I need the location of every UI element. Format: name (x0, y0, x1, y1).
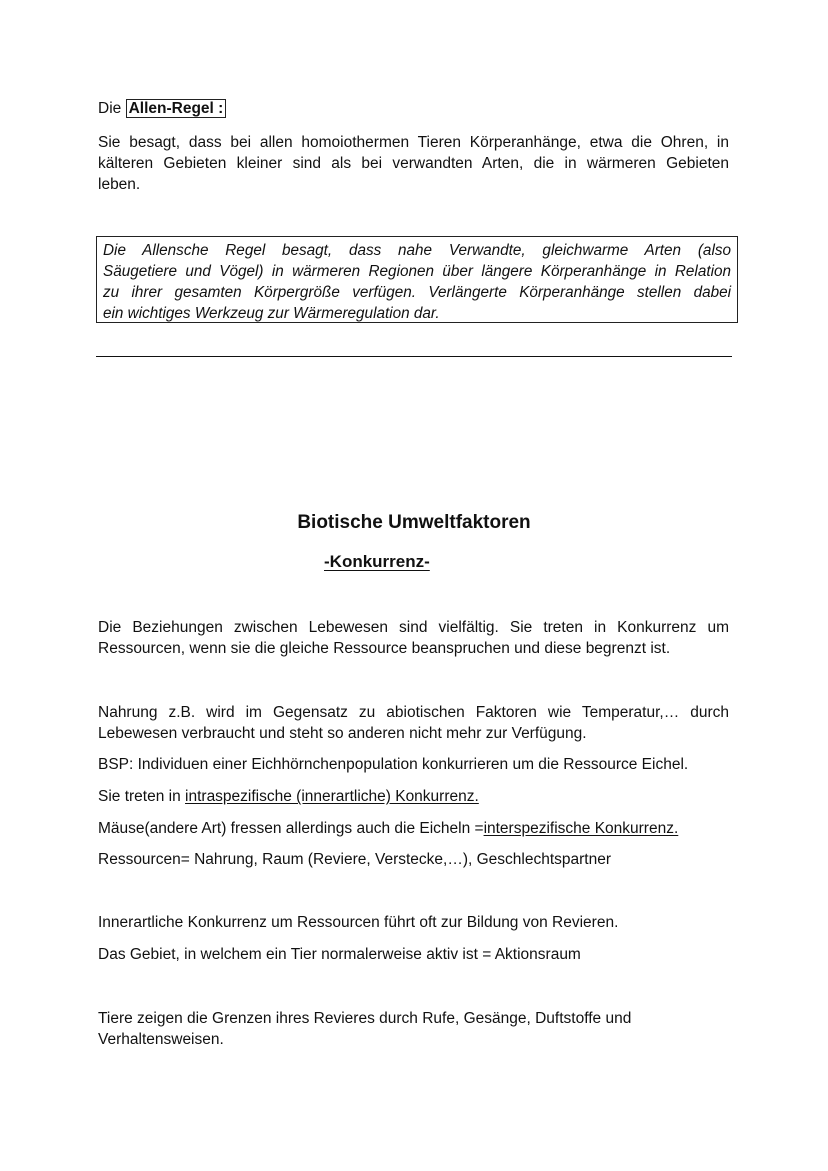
grenzen-line: Tiere zeigen die Grenzen ihres Revieres durch Rufe, Gesänge, Duftstoffe und (98, 1010, 632, 1027)
aktionsraum-line: Das Gebiet, in welchem ein Tier normalerweise aktiv ist = Aktionsraum (98, 946, 581, 963)
intro-line: Ressourcen, wenn sie die gleiche Ressource beanspruchen und diese begrenzt ist. (98, 640, 671, 657)
allen-paragraph-line: Sie besagt, dass bei allen homoiothermen Tieren Körperanhänge, etwa die Ohren, in (98, 134, 729, 151)
nahrung-line: Lebewesen verbraucht und steht so anderen nicht mehr zur Verfügung. (98, 725, 587, 742)
intro-line: Die Beziehungen zwischen Lebewesen sind vielfältig. Sie treten in Konkurrenz um (98, 619, 729, 636)
allen-paragraph-line: kälteren Gebieten kleiner sind als bei verwandten Arten, die in wärmeren Gebieten (98, 155, 729, 172)
allen-box-line: Die Allensche Regel besagt, dass nahe Verwandte, gleichwarme Arten (also (103, 242, 731, 259)
allen-heading-prefix: Die (98, 100, 122, 117)
allen-paragraph (98, 132, 729, 195)
bsp-line: BSP: Individuen einer Eichhörnchenpopulation konkurrieren um die Ressource Eichel. (98, 756, 689, 773)
allen-paragraph-line: leben. (98, 176, 141, 193)
section-subtitle: -Konkurrenz- (324, 552, 430, 571)
allen-heading-label: Allen-Regel : (126, 99, 227, 118)
allen-heading (98, 98, 226, 119)
intraspecific-prefix: Sie treten in (98, 788, 186, 805)
reviere-line: Innerartliche Konkurrenz um Ressourcen führt oft zur Bildung von Revieren. (98, 914, 619, 931)
nahrung-line: Nahrung z.B. wird im Gegensatz zu abiotischen Faktoren wie Temperatur,… durch (98, 704, 729, 721)
grenzen-line: Verhaltensweisen. (98, 1031, 224, 1048)
intro-paragraph (98, 617, 729, 659)
grenzen-paragraph (98, 1008, 678, 1050)
allen-box-line: zu ihrer gesamten Körpergröße verfügen. Verlängerte Körperanhänge stellen dabei (103, 284, 731, 301)
ressourcen-line: Ressourcen= Nahrung, Raum (Reviere, Verstecke,…), Geschlechtspartner (98, 851, 612, 868)
interspecific-term: interspezifische Konkurrenz. (483, 820, 679, 837)
allen-box-line: Säugetiere und Vögel) in wärmeren Regionen über längere Körperanhänge in Relation (103, 263, 731, 280)
allen-definition-box (96, 236, 738, 323)
section-title: Biotische Umweltfaktoren (297, 512, 531, 533)
intraspecific-term: intraspezifische (innerartliche) Konkurrenz. (185, 788, 479, 805)
interspecific-prefix: Mäuse(andere Art) fressen allerdings auch die Eicheln = (98, 820, 484, 837)
intraspecific-line (98, 786, 479, 807)
allen-box-line: ein wichtiges Werkzeug zur Wärmeregulation dar. (103, 305, 440, 322)
interspecific-line (98, 818, 678, 839)
section-divider (96, 356, 732, 357)
nahrung-paragraph (98, 702, 729, 744)
